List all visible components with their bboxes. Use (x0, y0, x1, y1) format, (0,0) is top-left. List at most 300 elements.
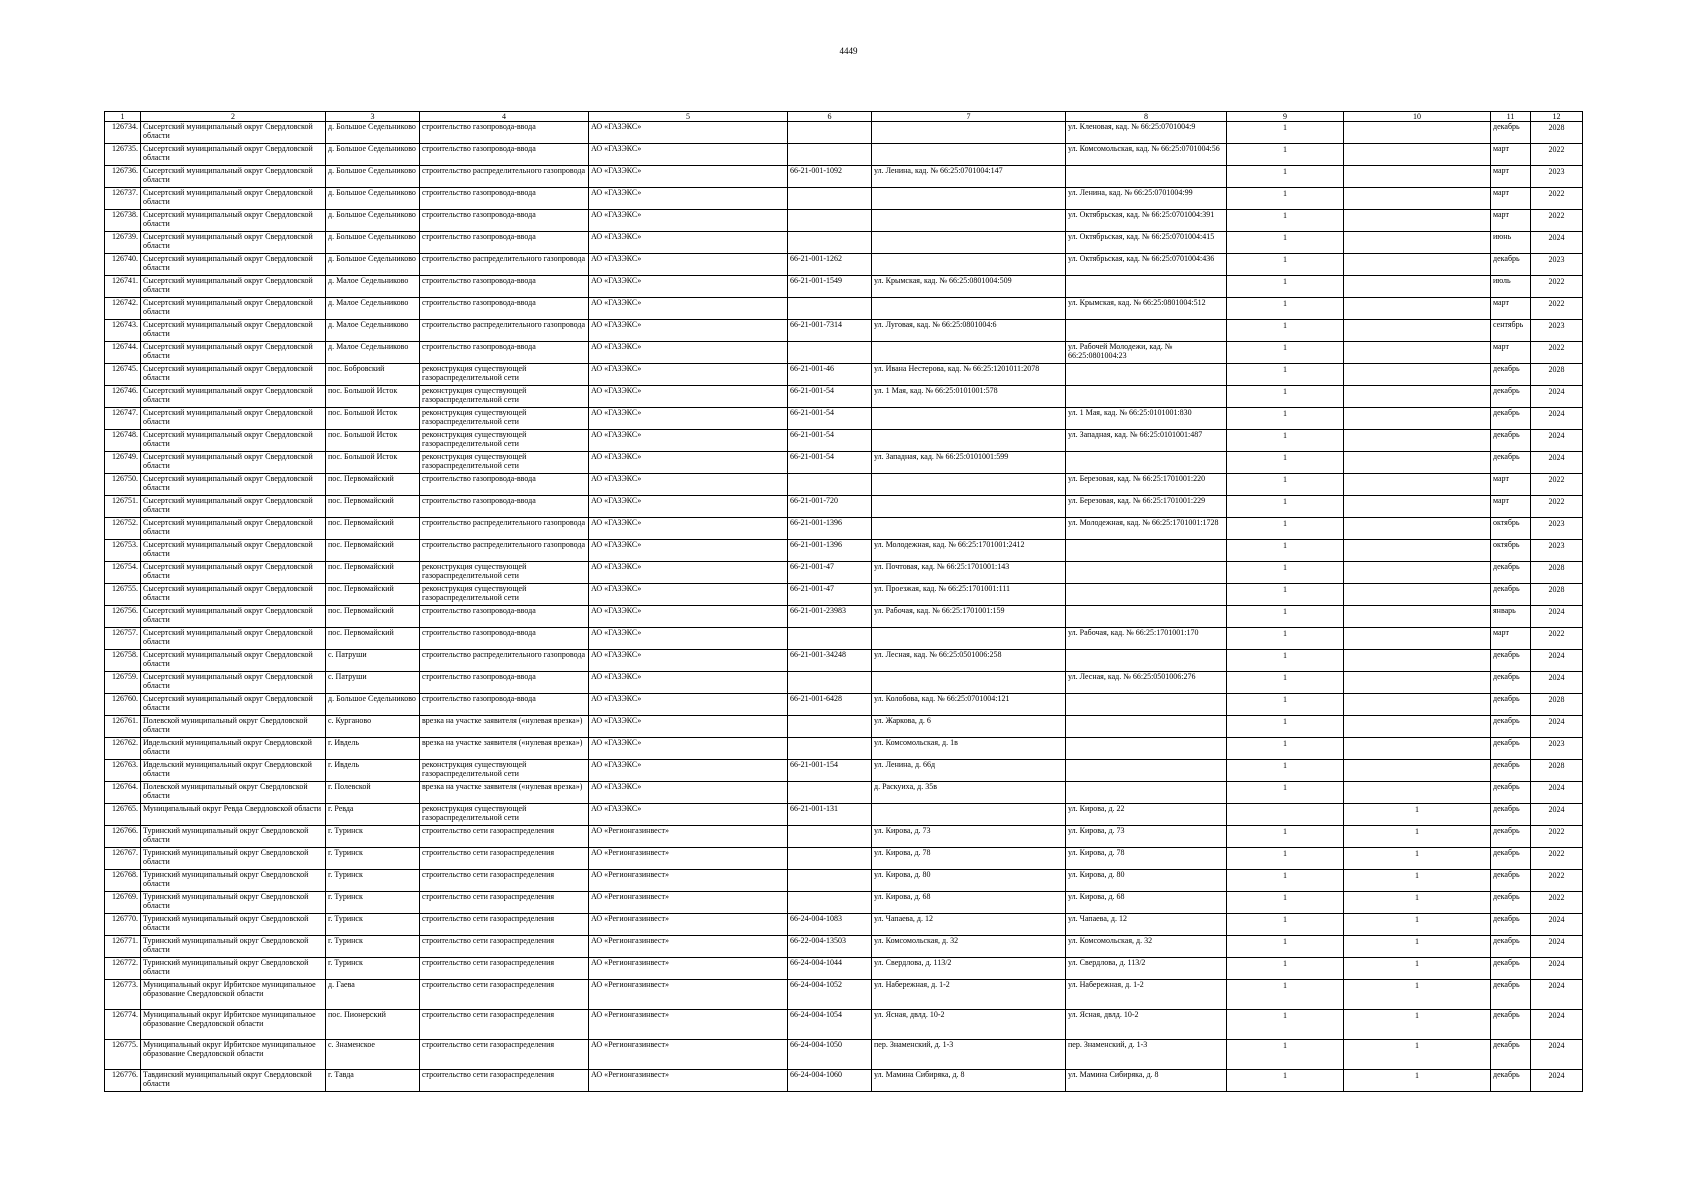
cell-organization (589, 628, 788, 650)
month-text: июнь (1493, 232, 1512, 241)
address-object-text: ул. Комсомольская, кад. № 66:25:0701004:56 (1068, 144, 1220, 153)
cell-municipality (141, 430, 326, 452)
organization-text: АО «Регионгазинвест» (591, 958, 669, 967)
year-text: 2022 (1548, 343, 1565, 352)
cell-work-type (420, 452, 589, 474)
cell-address-object (1066, 672, 1227, 694)
cell-month (1491, 958, 1531, 980)
cell-network-code (788, 188, 872, 210)
organization-text: АО «ГАЗЭКС» (591, 650, 642, 659)
municipality-text: Сысертский муниципальный округ Свердловской области (143, 166, 313, 184)
work-type-text: строительство газопровода-ввода (422, 232, 536, 241)
cell-organization (589, 562, 788, 584)
cell-settlement (326, 320, 420, 342)
count-a-text: 1 (1283, 695, 1287, 704)
cell-month (1491, 254, 1531, 276)
cell-month (1491, 716, 1531, 738)
settlement-text: пос. Первомайский (328, 628, 394, 637)
address-network-text: ул. Кирова, д. 80 (874, 870, 931, 879)
municipality-text: Сысертский муниципальный округ Свердловской области (143, 254, 313, 272)
cell-address-object (1066, 276, 1227, 298)
organization-text: АО «Регионгазинвест» (591, 914, 669, 923)
cell-settlement (326, 584, 420, 606)
work-type-text: строительство сети газораспределения (422, 870, 555, 879)
municipality-text: Сысертский муниципальный округ Свердловской области (143, 386, 313, 404)
count-b-text (1346, 452, 1488, 453)
cell-network-code (788, 232, 872, 254)
cell-work-type (420, 584, 589, 606)
cell-municipality (141, 254, 326, 276)
cell-address-network (872, 276, 1066, 298)
cell-network-code (788, 826, 872, 848)
cell-year (1531, 870, 1583, 892)
cell-month (1491, 782, 1531, 804)
cell-organization (589, 540, 788, 562)
address-object-text: ул. Октябрьская, кад. № 66:25:0701004:391 (1068, 210, 1215, 219)
cell-month (1491, 628, 1531, 650)
cell-count-b (1344, 958, 1491, 980)
organization-text: АО «ГАЗЭКС» (591, 342, 642, 351)
column-header-6: 6 (788, 112, 872, 122)
municipality-text: Сысертский муниципальный округ Свердловской области (143, 540, 313, 558)
cell-row-number (105, 936, 141, 958)
cell-municipality (141, 342, 326, 364)
cell-municipality (141, 232, 326, 254)
organization-text: АО «ГАЗЭКС» (591, 144, 642, 153)
year-text: 2024 (1548, 1011, 1565, 1020)
cell-row-number (105, 870, 141, 892)
cell-count-b (1344, 738, 1491, 760)
organization-text: АО «ГАЗЭКС» (591, 430, 642, 439)
cell-address-network (872, 606, 1066, 628)
cell-municipality (141, 496, 326, 518)
cell-settlement (326, 496, 420, 518)
cell-month (1491, 364, 1531, 386)
cell-address-object (1066, 628, 1227, 650)
row-number-text: 126768. (112, 870, 138, 879)
cell-municipality (141, 276, 326, 298)
work-type-text: строительство газопровода-ввода (422, 496, 536, 505)
cell-municipality (141, 914, 326, 936)
address-network-text: ул. Рабочая, кад. № 66:25:1701001:159 (874, 606, 1005, 615)
organization-text: АО «ГАЗЭКС» (591, 540, 642, 549)
month-text: декабрь (1493, 1070, 1520, 1079)
cell-year (1531, 342, 1583, 364)
address-network-text: ул. 1 Мая, кад. № 66:25:0101001:578 (874, 386, 998, 395)
municipality-text: Ивдельский муниципальный округ Свердловской области (143, 738, 312, 756)
cell-count-a (1227, 936, 1344, 958)
settlement-text: д. Гаева (328, 980, 355, 989)
settlement-text: д. Большое Седельниково (328, 210, 416, 219)
cell-organization (589, 584, 788, 606)
cell-settlement (326, 760, 420, 782)
table-row (105, 760, 1583, 782)
cell-year (1531, 848, 1583, 870)
work-type-text: реконструкция существующей газораспределительной сети (422, 804, 527, 822)
organization-text: АО «ГАЗЭКС» (591, 254, 642, 263)
organization-text: АО «ГАЗЭКС» (591, 298, 642, 307)
cell-count-a (1227, 276, 1344, 298)
cell-address-object (1066, 254, 1227, 276)
row-number-text: 126737. (112, 188, 138, 197)
cell-count-b (1344, 1040, 1491, 1070)
count-a-text: 1 (1283, 673, 1287, 682)
work-type-text: строительство газопровода-ввода (422, 342, 536, 351)
work-type-text: реконструкция существующей газораспределительной сети (422, 562, 527, 580)
month-text: декабрь (1493, 364, 1520, 373)
settlement-text: г. Туринск (328, 958, 363, 967)
cell-row-number (105, 562, 141, 584)
year-text: 2023 (1548, 739, 1565, 748)
row-number-text: 126762. (112, 738, 138, 747)
cell-address-object (1066, 760, 1227, 782)
cell-organization (589, 1040, 788, 1070)
cell-count-a (1227, 672, 1344, 694)
cell-municipality (141, 980, 326, 1010)
cell-settlement (326, 958, 420, 980)
cell-settlement (326, 1040, 420, 1070)
count-b-text (1346, 782, 1488, 783)
address-object-text: ул. Октябрьская, кад. № 66:25:0701004:436 (1068, 254, 1215, 263)
address-object-text: ул. Западная, кад. № 66:25:0101001:487 (1068, 430, 1203, 439)
cell-count-b (1344, 760, 1491, 782)
month-text: декабрь (1493, 386, 1520, 395)
cell-settlement (326, 892, 420, 914)
cell-municipality (141, 188, 326, 210)
cell-municipality (141, 584, 326, 606)
network-code-text: 66-21-001-34248 (790, 650, 846, 659)
cell-count-b (1344, 892, 1491, 914)
work-type-text: строительство газопровода-ввода (422, 210, 536, 219)
cell-address-object (1066, 540, 1227, 562)
address-network-text: ул. Кирова, д. 68 (874, 892, 931, 901)
month-text: март (1493, 342, 1509, 351)
year-text: 2028 (1548, 695, 1565, 704)
cell-address-object (1066, 430, 1227, 452)
cell-work-type (420, 210, 589, 232)
cell-network-code (788, 738, 872, 760)
settlement-text: д. Малое Седельниково (328, 276, 409, 285)
cell-count-b (1344, 782, 1491, 804)
table-row (105, 1070, 1583, 1092)
count-a-text: 1 (1283, 167, 1287, 176)
cell-settlement (326, 232, 420, 254)
column-header-10: 10 (1344, 112, 1491, 122)
work-type-text: реконструкция существующей газораспределительной сети (422, 760, 527, 778)
row-number-text: 126742. (112, 298, 138, 307)
table-row (105, 584, 1583, 606)
cell-address-network (872, 672, 1066, 694)
settlement-text: пос. Большой Исток (328, 408, 398, 417)
cell-address-network (872, 980, 1066, 1010)
year-text: 2024 (1548, 981, 1565, 990)
count-a-text: 1 (1283, 585, 1287, 594)
cell-settlement (326, 188, 420, 210)
cell-network-code (788, 562, 872, 584)
municipality-text: Сысертский муниципальный округ Свердловской области (143, 210, 313, 228)
month-text: декабрь (1493, 254, 1520, 263)
row-number-text: 126735. (112, 144, 138, 153)
cell-organization (589, 518, 788, 540)
cell-municipality (141, 694, 326, 716)
cell-row-number (105, 166, 141, 188)
cell-settlement (326, 1010, 420, 1040)
cell-settlement (326, 628, 420, 650)
settlement-text: пос. Пионерский (328, 1010, 386, 1019)
month-text: декабрь (1493, 430, 1520, 439)
count-a-text: 1 (1283, 277, 1287, 286)
table-row (105, 848, 1583, 870)
cell-count-b (1344, 540, 1491, 562)
municipality-text: Туринский муниципальный округ Свердловской области (143, 848, 309, 866)
municipality-text: Сысертский муниципальный округ Свердловской области (143, 122, 313, 140)
year-text: 2028 (1548, 563, 1565, 572)
cell-address-object (1066, 474, 1227, 496)
count-b-text (1346, 562, 1488, 563)
address-network-text: ул. Ясная, двлд. 10-2 (874, 1010, 945, 1019)
work-type-text: реконструкция существующей газораспределительной сети (422, 364, 527, 382)
table-row (105, 496, 1583, 518)
network-code-text: 66-21-001-54 (790, 430, 834, 439)
year-text: 2023 (1548, 541, 1565, 550)
cell-year (1531, 232, 1583, 254)
work-type-text: строительство распределительного газопровода (422, 650, 585, 659)
year-text: 2024 (1548, 783, 1565, 792)
cell-row-number (105, 122, 141, 144)
table-row (105, 364, 1583, 386)
count-b-text (1346, 298, 1488, 299)
count-a-text: 1 (1283, 365, 1287, 374)
year-text: 2024 (1548, 937, 1565, 946)
cell-count-b (1344, 936, 1491, 958)
cell-settlement (326, 452, 420, 474)
table-row (105, 694, 1583, 716)
cell-work-type (420, 826, 589, 848)
cell-month (1491, 562, 1531, 584)
cell-address-object (1066, 738, 1227, 760)
cell-count-a (1227, 364, 1344, 386)
year-text: 2028 (1548, 761, 1565, 770)
cell-count-b (1344, 694, 1491, 716)
cell-month (1491, 892, 1531, 914)
cell-organization (589, 804, 788, 826)
cell-settlement (326, 606, 420, 628)
cell-network-code (788, 914, 872, 936)
cell-municipality (141, 738, 326, 760)
count-b-text: 1 (1415, 871, 1419, 880)
cell-month (1491, 936, 1531, 958)
table-row (105, 188, 1583, 210)
count-a-text: 1 (1283, 475, 1287, 484)
cell-month (1491, 122, 1531, 144)
cell-row-number (105, 760, 141, 782)
cell-count-b (1344, 606, 1491, 628)
address-object-text: ул. Рабочая, кад. № 66:25:1701001:170 (1068, 628, 1199, 637)
cell-count-b (1344, 496, 1491, 518)
settlement-text: д. Большое Седельниково (328, 694, 416, 703)
cell-count-b (1344, 452, 1491, 474)
cell-organization (589, 342, 788, 364)
network-code-text: 66-21-001-47 (790, 562, 834, 571)
cell-year (1531, 144, 1583, 166)
table-row (105, 232, 1583, 254)
cell-organization (589, 1070, 788, 1092)
count-a-text: 1 (1283, 717, 1287, 726)
cell-month (1491, 144, 1531, 166)
table-row (105, 892, 1583, 914)
cell-address-object (1066, 782, 1227, 804)
organization-text: АО «ГАЗЭКС» (591, 584, 642, 593)
count-a-text: 1 (1283, 255, 1287, 264)
cell-count-a (1227, 914, 1344, 936)
cell-work-type (420, 122, 589, 144)
cell-address-network (872, 892, 1066, 914)
cell-address-network (872, 1010, 1066, 1040)
table-row (105, 386, 1583, 408)
cell-network-code (788, 892, 872, 914)
cell-municipality (141, 210, 326, 232)
column-header-9: 9 (1227, 112, 1344, 122)
row-number-text: 126744. (112, 342, 138, 351)
year-text: 2023 (1548, 321, 1565, 330)
cell-count-b (1344, 342, 1491, 364)
cell-address-network (872, 518, 1066, 540)
cell-month (1491, 386, 1531, 408)
cell-count-a (1227, 892, 1344, 914)
cell-settlement (326, 782, 420, 804)
cell-row-number (105, 210, 141, 232)
cell-address-network (872, 144, 1066, 166)
row-number-text: 126755. (112, 584, 138, 593)
address-object-text: ул. Кирова, д. 78 (1068, 848, 1125, 857)
count-b-text: 1 (1415, 937, 1419, 946)
column-header-8: 8 (1066, 112, 1227, 122)
organization-text: АО «ГАЗЭКС» (591, 122, 642, 131)
cell-year (1531, 826, 1583, 848)
year-text: 2024 (1548, 431, 1565, 440)
cell-municipality (141, 540, 326, 562)
year-text: 2024 (1548, 717, 1565, 726)
cell-address-object (1066, 232, 1227, 254)
cell-month (1491, 672, 1531, 694)
work-type-text: строительство газопровода-ввода (422, 144, 536, 153)
month-text: декабрь (1493, 672, 1520, 681)
work-type-text: строительство газопровода-ввода (422, 694, 536, 703)
address-network-text: ул. Ленина, кад. № 66:25:0701004:147 (874, 166, 1003, 175)
cell-year (1531, 606, 1583, 628)
network-code-text: 66-22-004-13503 (790, 936, 846, 945)
cell-count-b (1344, 518, 1491, 540)
cell-network-code (788, 496, 872, 518)
cell-count-a (1227, 584, 1344, 606)
year-text: 2022 (1548, 211, 1565, 220)
address-network-text: ул. Ивана Нестерова, кад. № 66:25:1201011:2078 (874, 364, 1040, 373)
count-a-text: 1 (1283, 761, 1287, 770)
cell-count-a (1227, 474, 1344, 496)
cell-year (1531, 782, 1583, 804)
cell-count-b (1344, 386, 1491, 408)
cell-work-type (420, 606, 589, 628)
row-number-text: 126753. (112, 540, 138, 549)
table-row (105, 716, 1583, 738)
cell-settlement (326, 870, 420, 892)
table-row (105, 804, 1583, 826)
cell-address-object (1066, 452, 1227, 474)
address-object-text: ул. Кирова, д. 80 (1068, 870, 1125, 879)
cell-network-code (788, 408, 872, 430)
row-number-text: 126759. (112, 672, 138, 681)
cell-work-type (420, 144, 589, 166)
cell-address-network (872, 474, 1066, 496)
municipality-text: Сысертский муниципальный округ Свердловской области (143, 232, 313, 250)
count-a-text: 1 (1283, 959, 1287, 968)
address-object-text: ул. Ленина, кад. № 66:25:0701004:99 (1068, 188, 1193, 197)
row-number-text: 126746. (112, 386, 138, 395)
cell-row-number (105, 1070, 141, 1092)
settlement-text: г. Ревда (328, 804, 354, 813)
cell-address-network (872, 804, 1066, 826)
cell-count-b (1344, 188, 1491, 210)
cell-address-object (1066, 1070, 1227, 1092)
cell-count-a (1227, 452, 1344, 474)
cell-network-code (788, 672, 872, 694)
count-b-text (1346, 716, 1488, 717)
table-row (105, 914, 1583, 936)
cell-network-code (788, 1010, 872, 1040)
cell-count-a (1227, 1010, 1344, 1040)
cell-count-b (1344, 980, 1491, 1010)
work-type-text: строительство распределительного газопровода (422, 518, 585, 527)
month-text: март (1493, 144, 1509, 153)
settlement-text: г. Полевской (328, 782, 371, 791)
cell-address-network (872, 738, 1066, 760)
cell-municipality (141, 1040, 326, 1070)
count-b-text: 1 (1415, 1011, 1419, 1020)
month-text: октябрь (1493, 518, 1520, 527)
cell-network-code (788, 276, 872, 298)
cell-count-b (1344, 1070, 1491, 1092)
table-row (105, 408, 1583, 430)
cell-organization (589, 496, 788, 518)
work-type-text: строительство сети газораспределения (422, 914, 555, 923)
cell-count-b (1344, 804, 1491, 826)
cell-count-b (1344, 716, 1491, 738)
cell-network-code (788, 518, 872, 540)
cell-row-number (105, 276, 141, 298)
year-text: 2022 (1548, 277, 1565, 286)
cell-organization (589, 474, 788, 496)
cell-row-number (105, 826, 141, 848)
cell-row-number (105, 298, 141, 320)
cell-month (1491, 650, 1531, 672)
cell-count-b (1344, 144, 1491, 166)
cell-count-b (1344, 298, 1491, 320)
count-b-text: 1 (1415, 981, 1419, 990)
row-number-text: 126754. (112, 562, 138, 571)
cell-address-network (872, 914, 1066, 936)
address-network-text: ул. Мамина Сибиряка, д. 8 (874, 1070, 965, 1079)
cell-count-a (1227, 628, 1344, 650)
cell-year (1531, 694, 1583, 716)
cell-row-number (105, 628, 141, 650)
month-text: декабрь (1493, 980, 1520, 989)
month-text: март (1493, 628, 1509, 637)
network-code-text: 66-24-004-1044 (790, 958, 842, 967)
cell-organization (589, 694, 788, 716)
cell-settlement (326, 298, 420, 320)
cell-year (1531, 298, 1583, 320)
cell-settlement (326, 408, 420, 430)
